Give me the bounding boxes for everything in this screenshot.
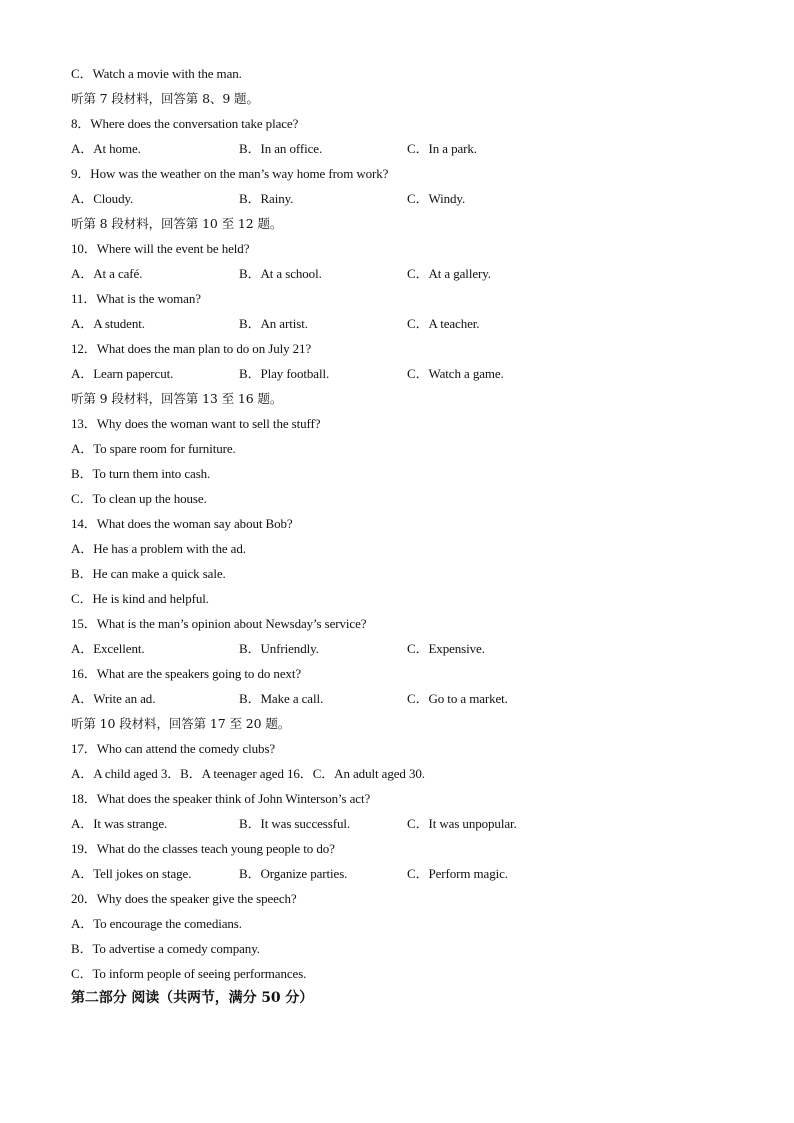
question-text: B．To advertise a comedy company. [71, 941, 260, 956]
question-text: 15．What is the man’s opinion about Newsday’s service? [71, 616, 367, 631]
answer-option: A．Cloudy. [71, 191, 134, 206]
question-text: 12．What does the man plan to do on July 21? [71, 341, 312, 356]
answer-option: B．It was successful. [239, 816, 351, 831]
answer-options-row [71, 311, 731, 336]
answer-options-row [71, 361, 731, 386]
question-text: 8．Where does the conversation take place? [71, 116, 299, 131]
answer-option: A．It was strange. [71, 816, 168, 831]
question-text: A．A child aged 3．B．A teenager aged 16．C．An adult aged 30. [71, 766, 425, 781]
listening-section-header: 听第 7 段材料，回答第 8、9 题。 [71, 91, 259, 106]
question-text: 10．Where will the event be held? [71, 241, 250, 256]
answer-options-row [71, 136, 731, 161]
question-text: 18．What does the speaker think of John Winterson’s act? [71, 791, 371, 806]
part-title: 第二部分 阅读（共两节，满分 50 分） [71, 990, 314, 1006]
question-text: 13．Why does the woman want to sell the stuff? [71, 416, 321, 431]
answer-option: B．Unfriendly. [239, 641, 319, 656]
answer-option: C．At a gallery. [407, 266, 491, 281]
answer-option: A．Tell jokes on stage. [71, 866, 192, 881]
answer-options-row [71, 636, 731, 661]
answer-options-row [71, 186, 731, 211]
question-text: A．To spare room for furniture. [71, 441, 236, 456]
answer-option: C．In a park. [407, 141, 477, 156]
question-text: C．To inform people of seeing performances. [71, 966, 307, 981]
answer-option: C．It was unpopular. [407, 816, 517, 831]
answer-option: C．Perform magic. [407, 866, 508, 881]
listening-section-header: 听第 8 段材料，回答第 10 至 12 题。 [71, 216, 283, 231]
question-text: C．To clean up the house. [71, 491, 207, 506]
answer-option: A．At a café. [71, 266, 143, 281]
answer-option: A．Learn papercut. [71, 366, 174, 381]
question-text: C．He is kind and helpful. [71, 591, 209, 606]
question-text: B．He can make a quick sale. [71, 566, 226, 581]
exam-page [71, 61, 731, 1011]
question-text: 11．What is the woman? [71, 291, 201, 306]
question-text: A．To encourage the comedians. [71, 916, 242, 931]
answer-option: B．Play football. [239, 366, 330, 381]
answer-option: A．At home. [71, 141, 141, 156]
listening-section-header: 听第 9 段材料，回答第 13 至 16 题。 [71, 391, 283, 406]
question-text: C．Watch a movie with the man. [71, 66, 242, 81]
question-text: 14．What does the woman say about Bob? [71, 516, 293, 531]
question-text: 20．Why does the speaker give the speech? [71, 891, 297, 906]
answer-option: C．Windy. [407, 191, 466, 206]
answer-option: C．Go to a market. [407, 691, 508, 706]
answer-options-row [71, 686, 731, 711]
answer-option: B．Organize parties. [239, 866, 348, 881]
question-text: 17．Who can attend the comedy clubs? [71, 741, 276, 756]
answer-option: C．A teacher. [407, 316, 480, 331]
answer-option: B．In an office. [239, 141, 323, 156]
answer-option: A．Write an ad. [71, 691, 156, 706]
answer-option: C．Expensive. [407, 641, 485, 656]
answer-option: B．At a school. [239, 266, 322, 281]
question-text: 16．What are the speakers going to do next? [71, 666, 302, 681]
answer-option: B．Make a call. [239, 691, 324, 706]
listening-section-header: 听第 10 段材料，回答第 17 至 20 题。 [71, 716, 291, 731]
answer-option: A．Excellent. [71, 641, 145, 656]
answer-options-row [71, 811, 731, 836]
answer-option: B．Rainy. [239, 191, 294, 206]
question-text: A．He has a problem with the ad. [71, 541, 246, 556]
question-text: 19．What do the classes teach young people to do? [71, 841, 335, 856]
answer-options-row [71, 261, 731, 286]
answer-option: B．An artist. [239, 316, 308, 331]
answer-option: A．A student. [71, 316, 145, 331]
answer-option: C．Watch a game. [407, 366, 504, 381]
answer-options-row [71, 861, 731, 886]
question-text: 9．How was the weather on the man’s way home from work? [71, 166, 389, 181]
question-text: B．To turn them into cash. [71, 466, 211, 481]
